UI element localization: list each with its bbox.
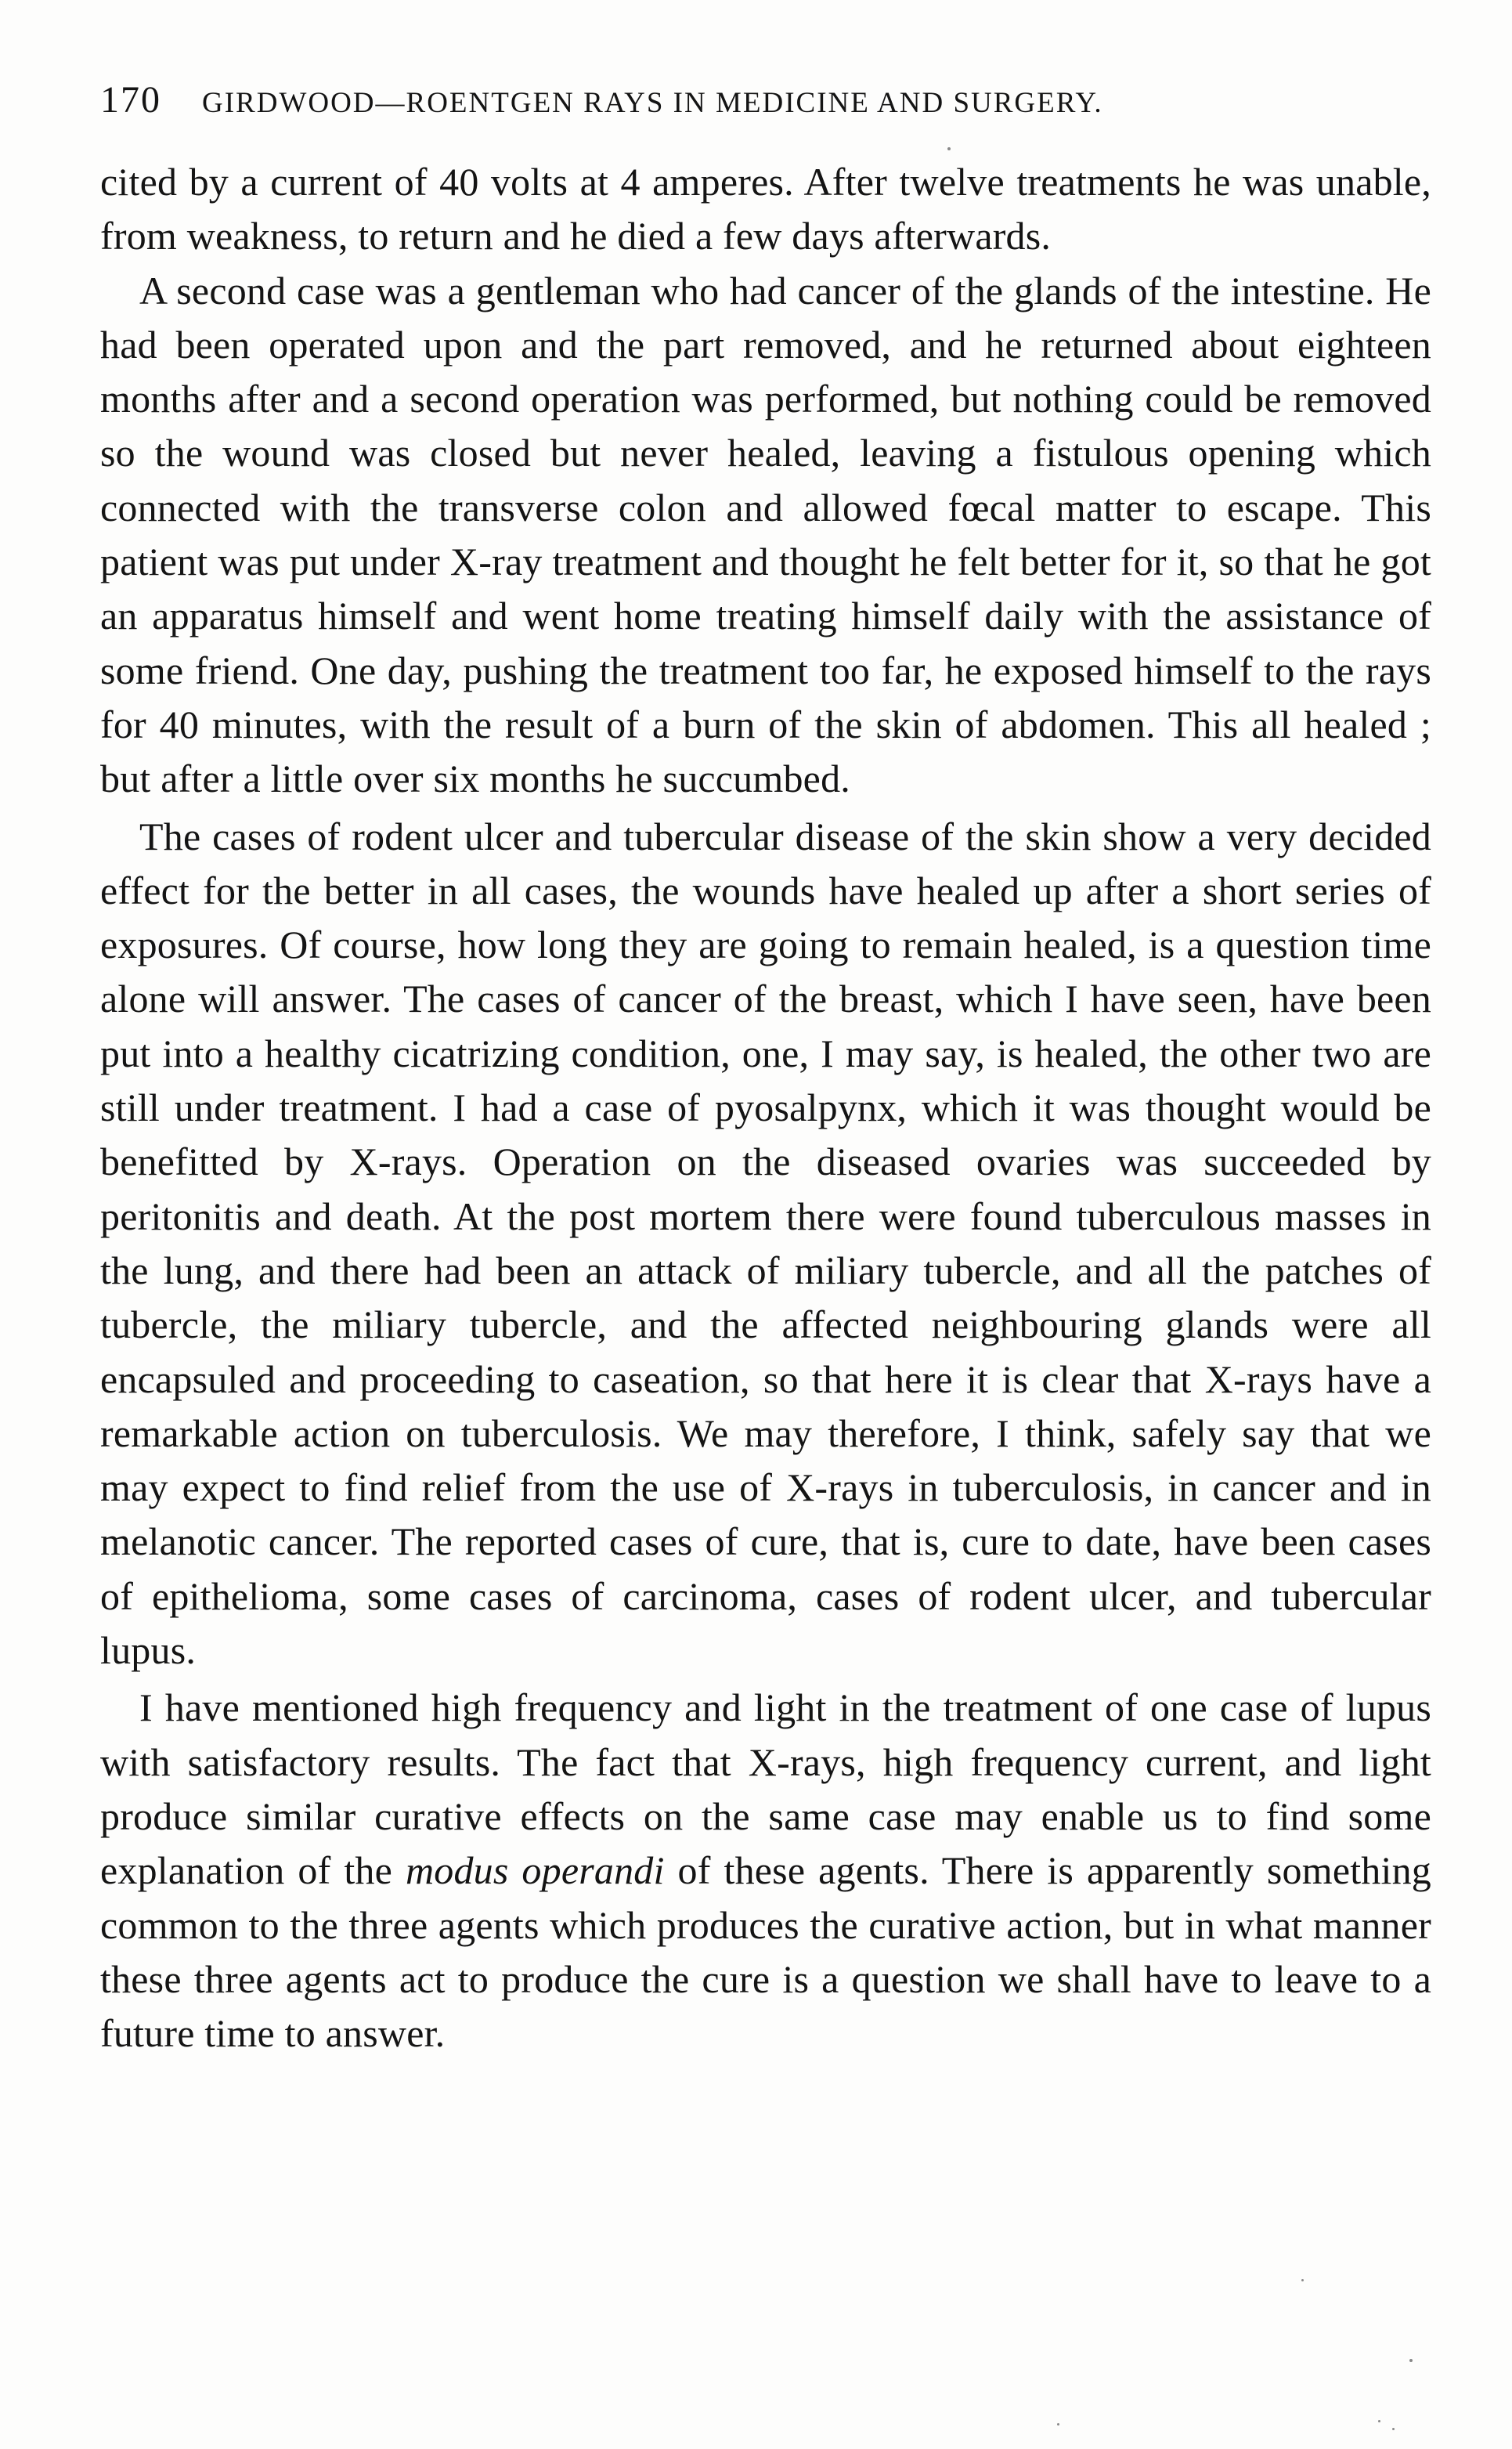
paragraph-4 [100,1681,1431,2061]
ink-speck [947,147,951,150]
paragraph-3: The cases of rodent ulcer and tubercular disease of the skin show a very decided effect for the better in all cases, the wounds have healed up after a short series of exposures. Of course, how long they are going to remain healed, is a question time alone will answer. The cases of cancer of the breast, which I have seen, have been put into a healthy cicatrizing condition, one, I may say, is healed, the other two are still under treatment. I had a case of pyosalpynx, which it was thought would be benefitted by X-rays. Operation on the diseased ovaries was succeeded by peritonitis and death. At the post mortem there were found tuberculous masses in the lung, and there had been an attack of miliary tubercle, and all the patches of tubercle, the miliary tubercle, and the affected neighbouring glands were all encapsuled and proceeding to caseation, so that here it is clear that X-rays have a remarkable action on tuberculosis. We may therefore, I think, safely say that we may expect to find relief from the use of X-rays in tuberculosis, in cancer and in melanotic cancer. The reported cases of cure, that is, cure to date, have been cases of epithelioma, some cases of carcinoma, cases of rodent ulcer, and tubercular lupus. [100,814,1431,1673]
paragraph-1: cited by a current of 40 volts at 4 amperes. After twelve treatments he was unable, from weakness, to return and he died a few days afterwards. [100,160,1431,258]
paragraph-4-italic-phrase: modus operandi [405,1848,665,1893]
ink-speck [1057,2423,1059,2426]
paragraph-4-text-after-italic: of these agents. There is apparently something common to the three agents which produces the curative action, but in what manner these three agents act to produce the cure is a question we shall have to leave to a future time to answer. [100,1848,1431,2056]
ink-speck [1409,2359,1413,2362]
body-text [100,155,1431,2061]
ink-speck [1392,2428,1395,2430]
ink-speck [1378,2420,1380,2422]
page-header [100,78,1431,125]
ink-speck [1301,2279,1304,2281]
paragraph-4-text-before-italic: I have mentioned high frequency and light in the treatment of one case of lupus with satisfactory results. The fact that X-rays, high frequency current, and light produce similar curative effects on the same case may enable us to find some explanation of the [100,1685,1431,1893]
paragraph-2: A second case was a gentleman who had cancer of the glands of the intestine. He had been operated upon and the part removed, and he returned about eighteen months after and a second operation was performed, but nothing could be removed so the wound was closed but never healed, leaving a fistulous opening which connected with the transverse colon and allowed fœcal matter to escape. This patient was put under X-ray treatment and thought he felt better for it, so that he got an apparatus himself and went home treating himself daily with the assistance of some friend. One day, pushing the treatment too far, he exposed himself to the rays for 40 minutes, with the result of a burn of the skin of abdomen. This all healed ; but after a little over six months he succumbed. [100,268,1431,801]
page-number: 170 [100,79,161,121]
running-head: GIRDWOOD—ROENTGEN RAYS IN MEDICINE AND SURGERY. [202,87,1103,119]
